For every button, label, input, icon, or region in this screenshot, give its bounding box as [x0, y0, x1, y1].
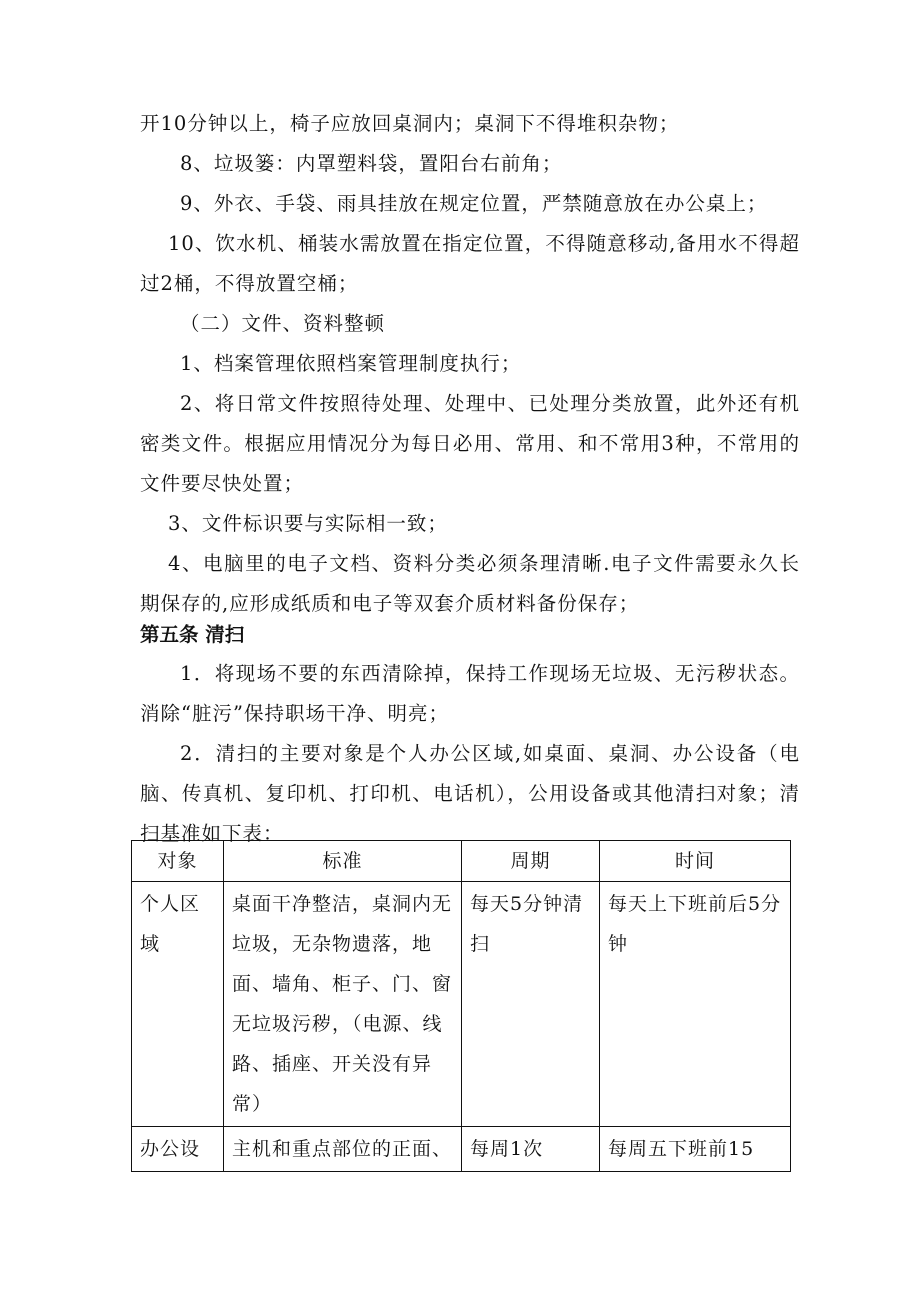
cell-standard: 主机和重点部位的正面、 — [224, 1127, 462, 1172]
cell-cycle: 每天5分钟清扫 — [462, 882, 600, 1127]
cell-standard: 桌面干净整洁，桌洞内无垃圾，无杂物遗落，地面、墙角、柜子、门、窗无垃圾污秽，（电源、线路、插座、开关没有异常） — [224, 882, 462, 1127]
header-object: 对象 — [132, 841, 224, 882]
cell-object: 办公设 — [132, 1127, 224, 1172]
cell-cycle: 每周1次 — [462, 1127, 600, 1172]
header-cycle: 周期 — [462, 841, 600, 882]
paragraph-archive: 1、档案管理依照档案管理制度执行； — [180, 352, 522, 375]
paragraph-file-labels: 3、文件标识要与实际相一致； — [168, 512, 448, 535]
paragraph-electronic-docs: 4、电脑里的电子文档、资料分类必须条理清晰.电子文件需要永久长期保存的,应形成纸质和电子等双套介质材料备份保存； — [140, 552, 800, 615]
paragraph-cleaning-1: 1．将现场不要的东西清除掉，保持工作现场无垃圾、无污秽状态。消除“脏污”保持职场干净、明亮； — [140, 662, 800, 725]
table-row — [132, 882, 791, 1127]
paragraph-coats: 9、外衣、手袋、雨具挂放在规定位置，严禁随意放在办公桌上； — [180, 192, 768, 215]
paragraph-daily-files: 2、将日常文件按照待处理、处理中、已处理分类放置，此外还有机密类文件。根据应用情况分为每日必用、常用、和不常用3种，不常用的文件要尽快处置； — [140, 392, 800, 495]
header-standard: 标准 — [224, 841, 462, 882]
paragraph-cleaning-2: 2．清扫的主要对象是个人办公区域,如桌面、桌洞、办公设备（电脑、传真机、复印机、打印机、电话机），公用设备或其他清扫对象；清扫基准如下表： — [140, 742, 800, 845]
cell-time: 每天上下班前后5分钟 — [600, 882, 791, 1127]
paragraph-section-documents: （二）文件、资料整顿 — [180, 312, 386, 335]
cell-time: 每周五下班前15 — [600, 1127, 791, 1172]
paragraph-desk-rules: 开10分钟以上，椅子应放回桌洞内；桌洞下不得堆积杂物； — [140, 112, 680, 135]
table-header-row — [132, 841, 791, 882]
table-row — [132, 1127, 791, 1172]
paragraph-trash-bin: 8、垃圾篓：内罩塑料袋，置阳台右前角； — [180, 152, 563, 175]
cleaning-standard-table — [131, 840, 791, 1172]
header-time: 时间 — [600, 841, 791, 882]
section-heading-cleaning: 第五条 清扫 — [140, 623, 245, 646]
paragraph-water-dispenser: 10、饮水机、桶装水需放置在指定位置，不得随意移动,备用水不得超过2桶，不得放置空桶； — [140, 232, 800, 295]
cell-object: 个人区域 — [132, 882, 224, 1127]
